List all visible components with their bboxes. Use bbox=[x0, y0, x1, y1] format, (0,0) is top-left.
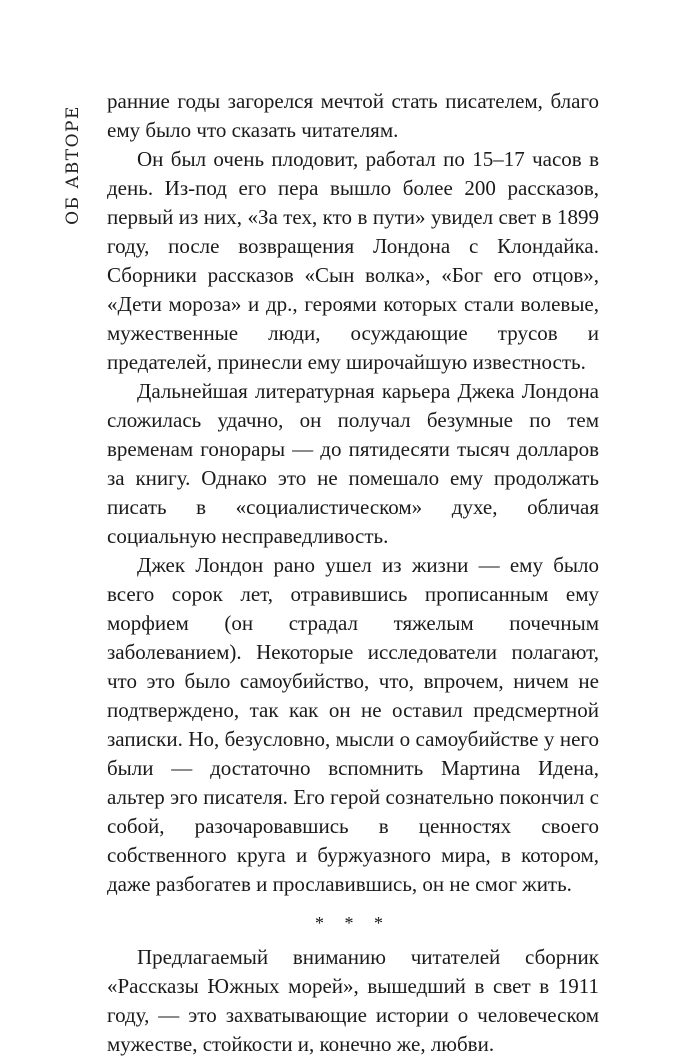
paragraph-career: Дальнейшая литературная карьера Джека Лондона сложилась удачно, он получал безумные по тем временам гонорары — до пятидесяти тысяч долларов за книгу. Однако это не помешало ему продолжать писать в «социалистическом» духе, обличая социальную несправедливость. bbox=[107, 379, 599, 548]
body-text bbox=[107, 87, 599, 1059]
running-head-label: ОБ АВТОРЕ bbox=[63, 105, 84, 225]
running-head bbox=[58, 95, 88, 235]
paragraph-death: Джек Лондон рано ушел из жизни — ему было всего сорок лет, отравившись прописанным ему морфием (он страдал тяжелым почечным заболеванием). Некоторые исследователи полагают, что это было самоубийство, что, впрочем, ничем не подтверждено, так как он не оставил предсмертной записки. Но, безусловно, мысли о самоубийстве у него были — достаточно вспомнить Мартина Идена, альтер эго писателя. Его герой сознательно покончил с собой, разочаровавшись в ценностях своего собственного круга и буржуазного мира, в котором, даже разбогатев и прославившись, он не смог жить. bbox=[107, 553, 599, 896]
paragraph-collection: Предлагаемый вниманию читателей сборник «Рассказы Южных морей», вышедший в свет в 1911 году, — это захватывающие истории о человеческом мужестве, стойкости и, конечно же, любви. bbox=[107, 945, 599, 1056]
section-separator: * * * bbox=[315, 913, 391, 933]
paragraph-productivity: Он был очень плодовит, работал по 15–17 часов в день. Из-под его пера вышло более 200 рассказов, первый из них, «За тех, кто в пути» увидел свет в 1899 году, после возвращения Лондона с Клондайка. Сборники рассказов «Сын волка», «Бог его отцов», «Дети мороза» и др., героями которых стали волевые, мужественные люди, осуждающие трусов и предателей, принесли ему широчайшую известность. bbox=[107, 147, 599, 374]
paragraph-continuation: ранние годы загорелся мечтой стать писателем, благо ему было что сказать читателям. bbox=[107, 89, 599, 142]
